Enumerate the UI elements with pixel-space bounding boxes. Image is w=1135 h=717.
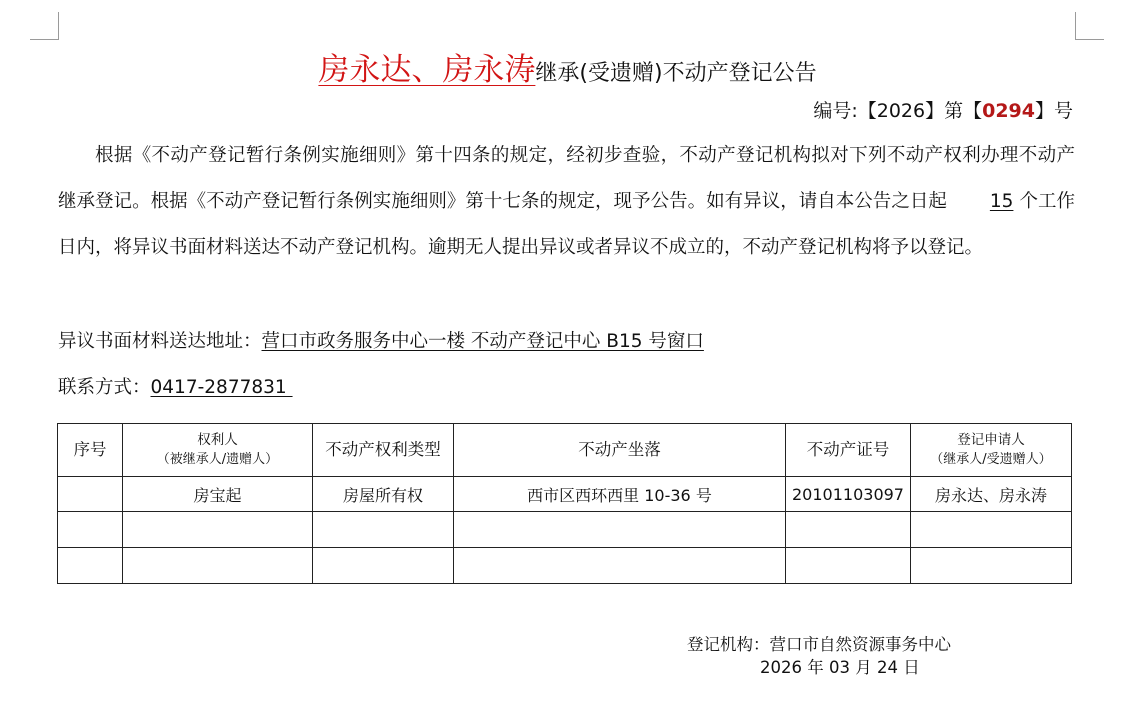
address-label: 异议书面材料送达地址： <box>58 331 262 352</box>
doc-number-suffix: 】号 <box>1034 100 1073 122</box>
cell-applicant <box>911 512 1072 548</box>
table-header-row <box>58 424 1072 477</box>
cell-cert-no <box>786 548 911 584</box>
header-applicant-sub: （继承人/受遗赠人） <box>930 452 1052 467</box>
header-seq: 序号 <box>58 424 123 477</box>
header-cert-no: 不动产证号 <box>786 424 911 477</box>
header-applicant-main: 登记申请人 <box>957 432 1025 448</box>
cell-right-type <box>313 512 454 548</box>
contact-line <box>58 373 293 399</box>
table-row <box>58 477 1072 512</box>
objection-days: 15 <box>989 191 1014 212</box>
cell-seq <box>58 512 123 548</box>
header-owner-sub: （被继承人/遗赠人） <box>156 452 279 467</box>
contact-phone: 0417-2877831 <box>150 377 293 398</box>
header-location: 不动产坐落 <box>454 424 786 477</box>
title-text: 继承(受遗赠)不动产登记公告 <box>535 61 817 86</box>
cell-location: 西市区西环西里 10-36 号 <box>454 477 786 512</box>
title-applicant-names: 房永达、房永涛 <box>318 52 536 88</box>
notice-title <box>0 44 1135 89</box>
cell-location <box>454 512 786 548</box>
cell-right-type: 房屋所有权 <box>313 477 454 512</box>
table-row <box>58 512 1072 548</box>
cell-applicant <box>911 548 1072 584</box>
page-corner-mark-top-left <box>30 12 59 40</box>
notice-paragraph <box>58 133 1075 271</box>
cell-seq <box>58 477 123 512</box>
address-value: 营口市政务服务中心一楼 不动产登记中心 B15 号窗口 <box>261 331 704 352</box>
cell-applicant: 房永达、房永涛 <box>911 477 1072 512</box>
header-owner <box>123 424 313 477</box>
cell-cert-no: 20101103097 <box>786 477 911 512</box>
objection-address-line <box>58 327 704 353</box>
document-number <box>813 96 1073 123</box>
doc-number-prefix: 编号:【2026】第【 <box>813 100 983 122</box>
cell-right-type <box>313 548 454 584</box>
cell-cert-no <box>786 512 911 548</box>
header-owner-main: 权利人 <box>197 432 238 448</box>
paragraph-text-before-days: 根据《不动产登记暂行条例实施细则》第十四条的规定，经初步查验，不动产登记机构拟对下列不动产权利办理不动产继承登记。根据《不动产登记暂行条例实施细则》第十七条的规定，现予公告。如有异议，请自本公告之日起 <box>58 145 1075 212</box>
cell-seq <box>58 548 123 584</box>
cell-owner: 房宝起 <box>123 477 313 512</box>
cell-location <box>454 548 786 584</box>
contact-label: 联系方式： <box>58 377 151 398</box>
cell-owner <box>123 548 313 584</box>
header-right-type: 不动产权利类型 <box>313 424 454 477</box>
page-corner-mark-top-right <box>1075 12 1104 40</box>
header-applicant <box>911 424 1072 477</box>
table-row <box>58 548 1072 584</box>
cell-owner <box>123 512 313 548</box>
notice-date: 2026 年 03 月 24 日 <box>760 658 920 677</box>
registration-table <box>57 423 1072 584</box>
paragraph-text-after-days: 个工作日内，将异议书面材料送达不动产登记机构。逾期无人提出异议或者异议不成立的，不动产登记机构将予以登记。 <box>58 191 1075 258</box>
registration-authority: 登记机构：营口市自然资源事务中心 <box>687 635 951 654</box>
doc-number-value: 0294 <box>982 100 1035 122</box>
